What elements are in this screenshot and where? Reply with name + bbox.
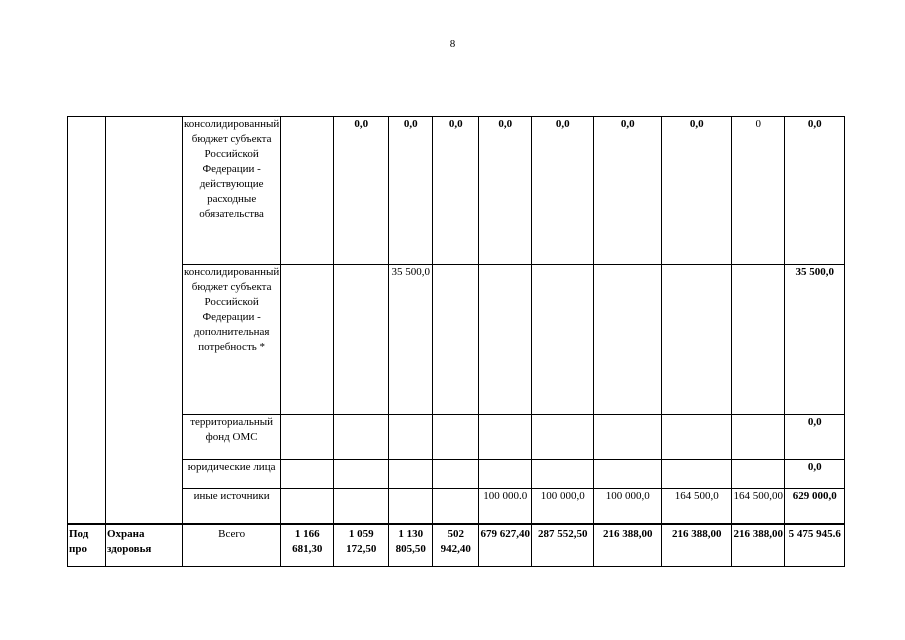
value-cell: 100 000,0: [532, 489, 594, 524]
budget-table: [67, 116, 845, 567]
funding-source-label: иные источники: [183, 489, 281, 524]
total-cell: 0,0: [785, 117, 845, 265]
value-cell: [532, 265, 594, 415]
value-cell: [662, 460, 732, 489]
program-name-cell: Охрана здоровья: [106, 524, 183, 567]
value-cell: 1 166 681,30: [281, 524, 334, 567]
value-cell: [662, 415, 732, 460]
funding-source-label: консолидированный бюджет субъекта Российской Федерации - действующие расходные обязательства: [183, 117, 281, 265]
value-cell: 0,0: [479, 117, 532, 265]
value-cell: [389, 415, 433, 460]
value-cell: 0,0: [662, 117, 732, 265]
total-cell: 629 000,0: [785, 489, 845, 524]
value-cell: 35 500,0: [389, 265, 433, 415]
value-cell: 164 500,0: [662, 489, 732, 524]
value-cell: [389, 460, 433, 489]
value-cell: [732, 265, 785, 415]
total-cell: 0,0: [785, 460, 845, 489]
value-cell: 0,0: [389, 117, 433, 265]
value-cell: [433, 460, 479, 489]
value-cell: [732, 460, 785, 489]
value-cell: [479, 265, 532, 415]
value-cell: [334, 415, 389, 460]
value-cell: [281, 265, 334, 415]
value-cell: [334, 460, 389, 489]
value-cell: 0,0: [334, 117, 389, 265]
value-cell: [334, 489, 389, 524]
value-cell: 216 388,00: [662, 524, 732, 567]
table-row: [68, 415, 845, 460]
value-cell: [389, 489, 433, 524]
value-cell: [662, 265, 732, 415]
value-cell: [281, 117, 334, 265]
funding-source-label: юридические лица: [183, 460, 281, 489]
value-cell: [281, 460, 334, 489]
value-cell: [479, 415, 532, 460]
value-cell: [532, 460, 594, 489]
value-cell: [732, 415, 785, 460]
summary-row: [68, 524, 845, 567]
value-cell: 216 388,00: [594, 524, 662, 567]
page-number: 8: [449, 38, 456, 50]
value-cell: [532, 415, 594, 460]
row-number-cell: [68, 117, 106, 524]
value-cell: 1 059 172,50: [334, 524, 389, 567]
funding-source-label: территориальный фонд ОМС: [183, 415, 281, 460]
value-cell: 0,0: [433, 117, 479, 265]
program-name-cell: [106, 117, 183, 524]
total-label: Всего: [183, 524, 281, 567]
value-cell: 100 000,0: [594, 489, 662, 524]
total-cell: 5 475 945.6: [785, 524, 845, 567]
value-cell: 0,0: [532, 117, 594, 265]
value-cell: 216 388,00: [732, 524, 785, 567]
value-cell: 679 627,40: [479, 524, 532, 567]
subprogram-cell: Под про: [68, 524, 106, 567]
value-cell: 1 130 805,50: [389, 524, 433, 567]
value-cell: [334, 265, 389, 415]
value-cell: [594, 415, 662, 460]
value-cell: [594, 265, 662, 415]
value-cell: 164 500,00: [732, 489, 785, 524]
value-cell: [433, 265, 479, 415]
table-row: [68, 489, 845, 524]
value-cell: 0,0: [594, 117, 662, 265]
value-cell: [594, 460, 662, 489]
table-row: [68, 265, 845, 415]
value-cell: 100 000.0: [479, 489, 532, 524]
value-cell: 287 552,50: [532, 524, 594, 567]
funding-source-label: консолидированный бюджет субъекта Российской Федерации - дополнительная потребность *: [183, 265, 281, 415]
table-row: [68, 117, 845, 265]
value-cell: [433, 415, 479, 460]
table-row: [68, 460, 845, 489]
value-cell: [281, 415, 334, 460]
value-cell: 502 942,40: [433, 524, 479, 567]
value-cell: [281, 489, 334, 524]
value-cell: [479, 460, 532, 489]
value-cell: [433, 489, 479, 524]
total-cell: 0,0: [785, 415, 845, 460]
total-cell: 35 500,0: [785, 265, 845, 415]
value-cell: 0: [732, 117, 785, 265]
